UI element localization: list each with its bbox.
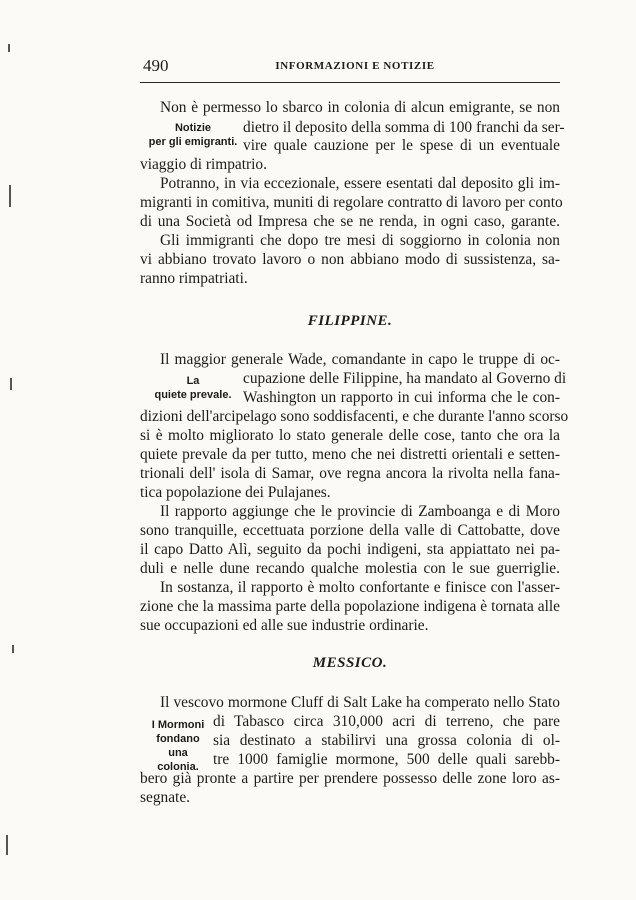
- text-line: di Tabasco circa 310,000 acri di terreno, che pare: [213, 713, 560, 730]
- text-line: Gli immigranti che dopo tre mesi di soggiorno in colonia non: [160, 232, 560, 249]
- margin-note-quiete: La quiete prevale.: [154, 375, 232, 401]
- margin-note-mormoni: I Mormoni fondano una colonia.: [151, 719, 205, 773]
- text-line: Il maggior generale Wade, comandante in capo le truppe di oc-: [160, 351, 560, 368]
- text-line: bero già pronte a partire per prendere possesso delle zone loro as-: [140, 770, 560, 787]
- text-line: Il vescovo mormone Cluff di Salt Lake ha comperato nello Stato: [160, 694, 560, 711]
- margin-note-emigranti: Notizie per gli emigranti.: [148, 122, 238, 148]
- text-line: tre 1000 famiglie mormone, 500 delle quali sarebb-: [213, 751, 560, 768]
- text-line: sue occupazioni ed alle sue industrie ordinarie.: [140, 617, 429, 634]
- text-line: sia destinato a stabilirvi una grossa colonia di ol-: [213, 732, 560, 749]
- scan-mark: [8, 44, 10, 52]
- text-line: vire quale cauzione per le spese di un eventuale: [243, 137, 560, 154]
- text-line: dizioni dell'arcipelago sono soddisfacenti, e che durante l'anno scorso: [140, 408, 569, 425]
- text-line: Non è permesso lo sbarco in colonia di alcun emigrante, se non: [160, 99, 560, 116]
- text-line: Il rapporto aggiunge che le provincie di Zamboanga e di Moro: [160, 503, 560, 520]
- text-line: quiete prevale da per tutto, meno che nei distretti orientali e setten-: [140, 446, 560, 463]
- running-head: INFORMAZIONI E NOTIZIE: [275, 60, 435, 72]
- header-rule: [140, 82, 560, 83]
- text-line: Washington un rapporto in cui informa che le con-: [243, 389, 560, 406]
- scan-mark: [12, 645, 14, 653]
- text-line: cupazione delle Filippine, ha mandato al Governo di: [243, 370, 567, 387]
- text-line: ranno rimpatriati.: [140, 270, 248, 287]
- text-line: tica popolazione dei Pulajanes.: [140, 484, 331, 501]
- text-line: segnate.: [140, 789, 190, 806]
- text-line: migranti in comitiva, muniti di regolare contratto di lavoro per conto: [140, 194, 563, 211]
- text-line: sono tranquille, eccettuata porzione della valle di Cattobatte, dove: [140, 522, 560, 539]
- text-line: di una Società od Impresa che se ne renda, in ogni caso, garante.: [140, 213, 560, 230]
- scan-mark: [6, 835, 8, 855]
- scan-mark: [9, 185, 11, 207]
- text-line: vi abbiano trovato lavoro o non abbiano modo di sussistenza, sa-: [140, 251, 560, 268]
- text-line: Potranno, in via eccezionale, essere esentati dal deposito gli im-: [160, 175, 560, 192]
- text-line: si è molto migliorato lo stato generale delle cose, tanto che ora la: [140, 427, 560, 444]
- text-line: dietro il deposito della somma di 100 franchi da ser-: [243, 119, 565, 136]
- text-line: zione che la massima parte della popolazione indigena è tornata alle: [140, 598, 560, 615]
- section-title-messico: MESSICO.: [312, 655, 388, 671]
- page-number: 490: [143, 56, 169, 75]
- text-line: duli e nelle dune recando qualche molestia con le sue guerriglie.: [140, 560, 560, 577]
- text-line: viaggio di rimpatrio.: [140, 156, 267, 173]
- scan-mark: [10, 378, 12, 390]
- text-line: In sostanza, il rapporto è molto confortante e finisce con l'asser-: [160, 579, 560, 596]
- text-line: trionali dell' isola di Samar, ove regna ancora la rivolta nella fana-: [140, 465, 560, 482]
- text-line: il capo Datto Alì, seguito da pochi indigeni, sta appiattato nei pa-: [140, 541, 560, 558]
- section-title-filippine: FILIPPINE.: [307, 313, 393, 329]
